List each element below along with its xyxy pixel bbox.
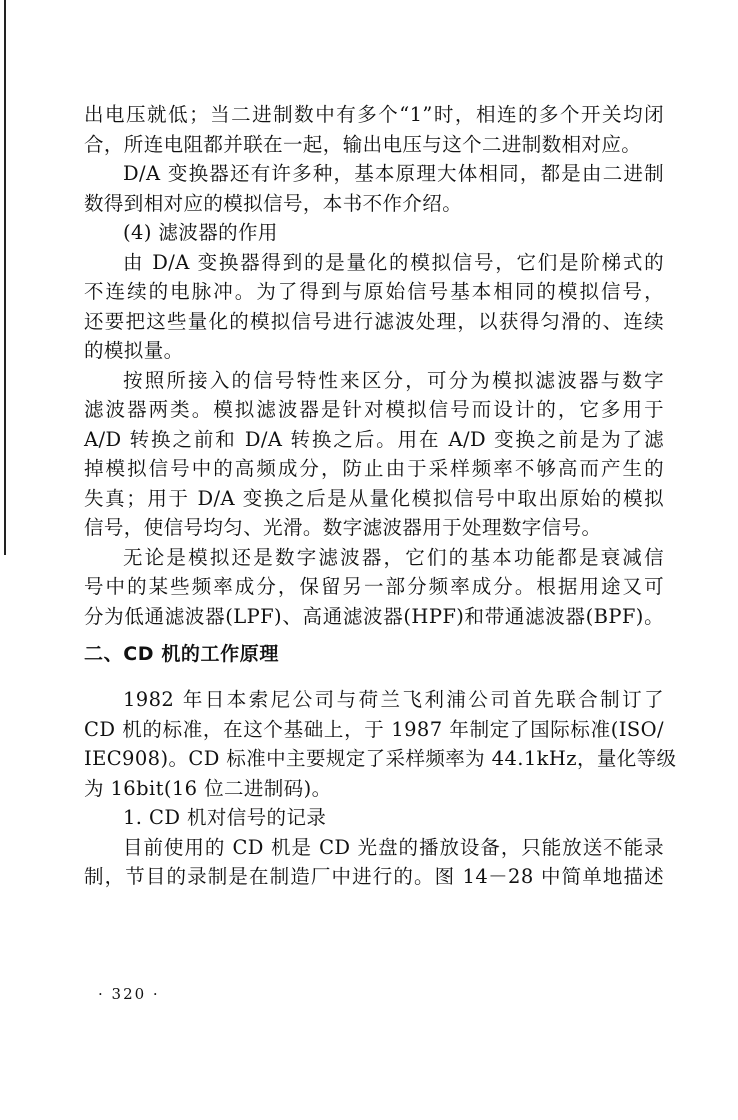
text-line: 信号，使信号均匀、光滑。数字滤波器用于处理数字信号。 bbox=[84, 516, 602, 539]
scan-edge-rule bbox=[4, 0, 6, 555]
text-line: 数得到相对应的模拟信号，本书不作介绍。 bbox=[84, 191, 463, 215]
text-line: 1982 年日本索尼公司与荷兰飞利浦公司首先联合制订了 bbox=[123, 688, 664, 711]
subheading-filter-role: (4) 滤波器的作用 bbox=[123, 221, 278, 244]
text-line: A/D 转换之前和 D/A 转换之后。用在 A/D 变换之前是为了滤 bbox=[84, 427, 664, 451]
text-line: 还要把这些量化的模拟信号进行滤波处理，以获得匀滑的、连续 bbox=[84, 309, 664, 333]
text-line: IEC908)。CD 标准中主要规定了采样频率为 44.1kHz，量化等级 bbox=[84, 747, 677, 770]
text-line: 目前使用的 CD 机是 CD 光盘的播放设备，只能放送不能录 bbox=[123, 835, 664, 859]
text-line: 无论是模拟还是数字滤波器，它们的基本功能都是衰减信 bbox=[123, 545, 664, 569]
text-line: 掉模拟信号中的高频成分，防止由于采样频率不够高而产生的 bbox=[84, 457, 664, 480]
text-line: D/A 变换器还有许多种，基本原理大体相同，都是由二进制 bbox=[123, 162, 664, 185]
text-line: 不连续的电脉冲。为了得到与原始信号基本相同的模拟信号， bbox=[84, 280, 664, 303]
page-number: · 320 · bbox=[98, 985, 160, 1003]
text-line: 失真；用于 D/A 变换之后是从量化模拟信号中取出原始的模拟 bbox=[84, 486, 664, 510]
page-body bbox=[84, 100, 677, 892]
text-line: 由 D/A 变换器得到的是量化的模拟信号，它们是阶梯式的 bbox=[123, 250, 664, 274]
section-heading: 二、CD 机的工作原理 bbox=[84, 643, 279, 665]
subheading-cd-recording: 1. CD 机对信号的记录 bbox=[123, 806, 327, 829]
text-line: 按照所接入的信号特性来区分，可分为模拟滤波器与数字 bbox=[123, 368, 664, 392]
text-line: 为 16bit(16 位二进制码)。 bbox=[84, 776, 332, 800]
text-line: 滤波器两类。模拟滤波器是针对模拟信号而设计的，它多用于 bbox=[84, 398, 664, 421]
text-line: 的模拟量。 bbox=[84, 339, 184, 362]
text-line: CD 机的标准，在这个基础上，于 1987 年制定了国际标准(ISO/ bbox=[84, 717, 664, 741]
text-line: 号中的某些频率成分，保留另一部分频率成分。根据用途又可 bbox=[84, 575, 664, 598]
text-line: 制，节目的录制是在制造厂中进行的。图 14－28 中简单地描述 bbox=[84, 865, 664, 888]
text-line: 出电压就低；当二进制数中有多个“1”时，相连的多个开关均闭 bbox=[84, 103, 664, 126]
text-line: 分为低通滤波器(LPF)、高通滤波器(HPF)和带通滤波器(BPF)。 bbox=[84, 604, 664, 628]
text-line: 合，所连电阻都并联在一起，输出电压与这个二进制数相对应。 bbox=[84, 132, 642, 156]
